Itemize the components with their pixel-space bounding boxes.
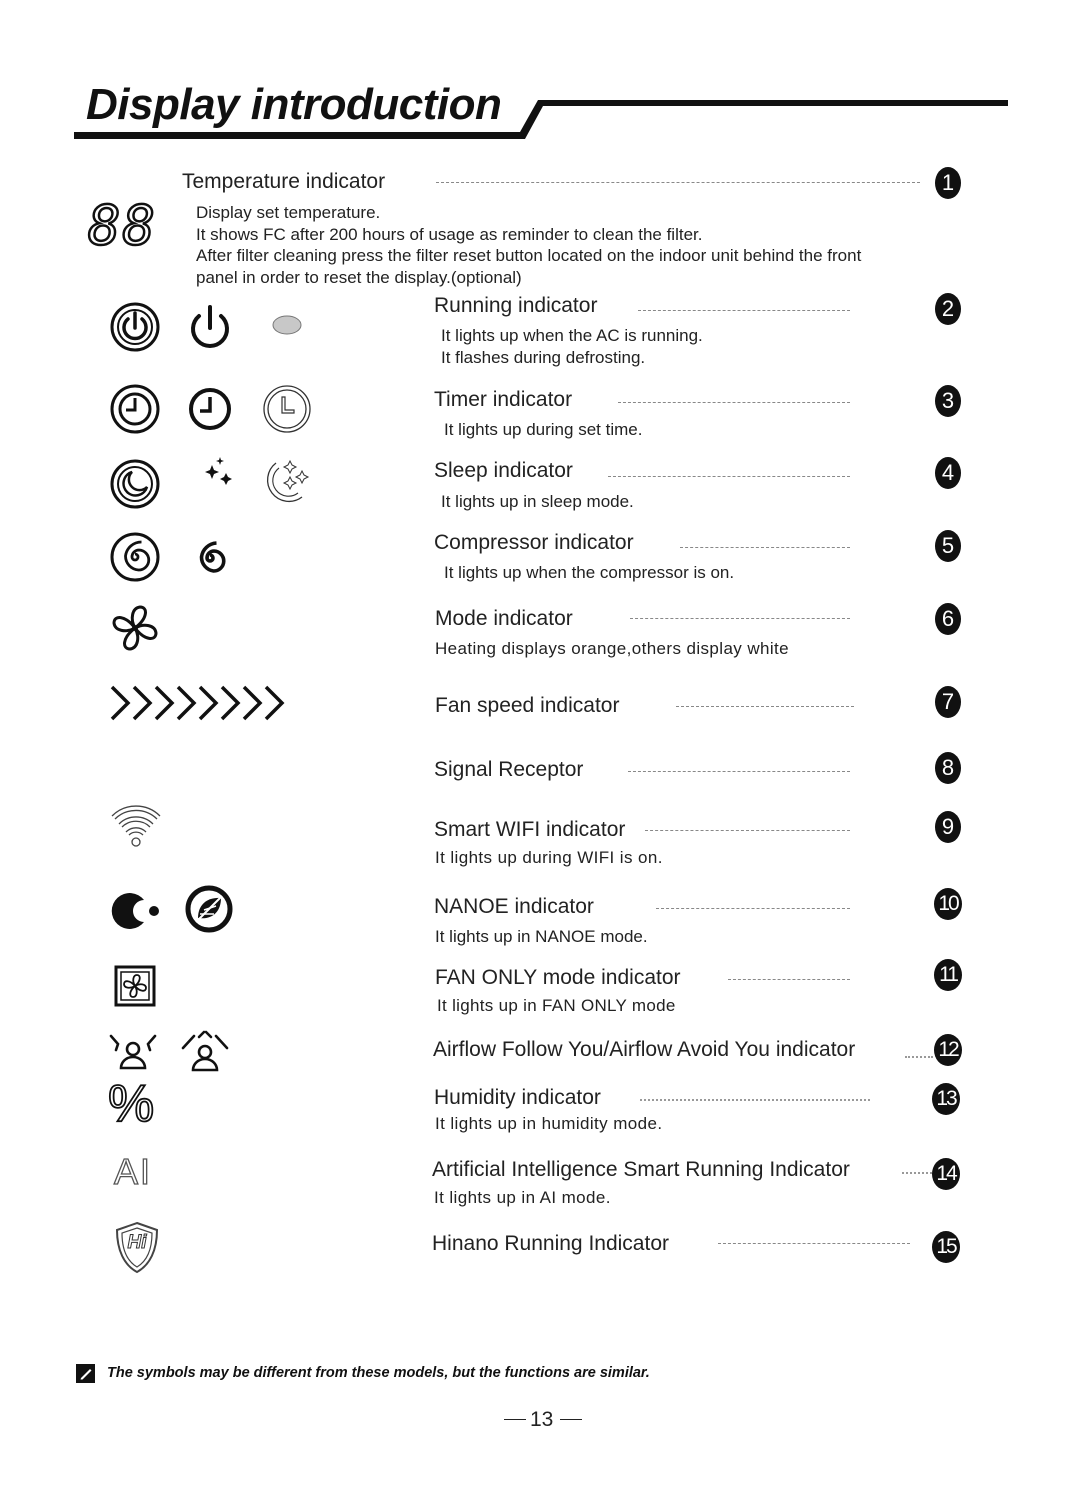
ai-indicator-label: Artificial Intelligence Smart Running Indicator: [432, 1158, 850, 1181]
leader-line: [638, 310, 850, 311]
leader-line: [676, 706, 854, 707]
leader-line: [436, 182, 920, 183]
fan-only-indicator-label: FAN ONLY mode indicator: [435, 966, 681, 989]
leader-line: [645, 830, 850, 831]
compressor-icon: [188, 536, 232, 580]
description-line: Display set temperature.: [196, 203, 381, 222]
description-line: It lights up during WIFI is on.: [435, 848, 663, 867]
description-line: It lights up when the AC is running.: [441, 326, 703, 345]
temperature-indicator-label: Temperature indicator: [182, 170, 386, 193]
smart-wifi-indicator-label: Smart WIFI indicator: [434, 818, 626, 841]
description-line: It lights up when the compressor is on.: [444, 563, 735, 582]
ai-icon: AI: [114, 1151, 153, 1192]
compressor-description: [444, 562, 734, 584]
timer-outline-icon: [262, 384, 312, 434]
clock-icon: [186, 385, 234, 433]
sleep-button-icon: [110, 459, 160, 509]
callout-number-4: 4: [935, 457, 961, 489]
timer-description: [444, 419, 642, 441]
nanoe-icon: [108, 888, 164, 932]
leader-line: [905, 1056, 933, 1058]
humidity-percent-icon: %: [108, 1075, 155, 1133]
wifi-icon: [108, 800, 164, 848]
sleep-description: [441, 491, 634, 513]
leader-line: [680, 547, 850, 548]
power-icon: [186, 302, 234, 350]
leader-line: [640, 1099, 870, 1101]
callout-number-14: 14: [932, 1158, 960, 1190]
airflow-follow-icon: [108, 1030, 158, 1072]
leader-line: [608, 476, 850, 477]
wifi-description: [435, 847, 663, 869]
callout-number-2: 2: [935, 293, 961, 325]
humidity-indicator-label: Humidity indicator: [434, 1086, 601, 1109]
leader-line: [718, 1243, 910, 1244]
hinano-text: Hi: [127, 1232, 147, 1253]
nanoe-leaf-icon: [184, 884, 234, 934]
leader-line: [618, 402, 850, 403]
moon-outline-icon: [262, 455, 314, 507]
description-line: Heating displays orange,others display white: [435, 639, 790, 658]
callout-number-5: 5: [935, 530, 961, 562]
moon-stars-icon: [184, 455, 240, 507]
ai-description: [434, 1187, 611, 1209]
leader-line: [902, 1172, 932, 1174]
callout-number-15: 15: [932, 1231, 960, 1263]
description-line: panel in order to reset the display.(optional): [196, 267, 522, 287]
compressor-button-icon: [110, 532, 160, 582]
description-line: It flashes during defrosting.: [441, 347, 646, 367]
callout-number-3: 3: [935, 385, 961, 417]
temperature-description: [196, 202, 861, 288]
fan-speed-indicator-label: Fan speed indicator: [435, 694, 620, 717]
callout-number-13: 13: [932, 1083, 960, 1115]
description-line: It shows FC after 200 hours of usage as reminder to clean the filter.: [196, 224, 703, 244]
timer-button-icon: [110, 384, 160, 434]
description-line: It lights up in NANOE mode.: [435, 927, 648, 946]
description-line: It lights up in humidity mode.: [435, 1114, 663, 1133]
description-line: It lights up in sleep mode.: [441, 492, 634, 511]
humidity-description: [435, 1113, 662, 1135]
fan-mode-icon: [110, 603, 160, 653]
footer-note: The symbols may be different from these models, but the functions are similar.: [107, 1365, 650, 1381]
leader-line: [628, 771, 850, 772]
callout-number-9: 9: [935, 811, 961, 843]
nanoe-indicator-label: NANOE indicator: [434, 895, 594, 918]
signal-receptor-label: Signal Receptor: [434, 758, 584, 781]
callout-number-10: 10: [934, 888, 962, 920]
page-number-dash-right: [560, 1419, 582, 1420]
sleep-indicator-label: Sleep indicator: [434, 459, 573, 482]
page-title: Display introduction: [86, 80, 502, 129]
fan-only-description: [437, 995, 676, 1017]
hinano-indicator-label: Hinano Running Indicator: [432, 1232, 669, 1255]
airflow-indicator-label: Airflow Follow You/Airflow Avoid You indicator: [433, 1038, 856, 1061]
callout-number-6: 6: [935, 603, 961, 635]
mode-indicator-label: Mode indicator: [435, 607, 573, 630]
segment-display-icon: 88: [88, 194, 158, 257]
callout-number-12: 12: [934, 1034, 962, 1066]
description-line: It lights up during set time.: [444, 420, 643, 439]
leader-line: [630, 618, 850, 619]
airflow-avoid-icon: [180, 1030, 230, 1072]
fan-only-icon: [114, 965, 156, 1007]
callout-number-11: 11: [934, 959, 962, 991]
page-number: 13: [530, 1408, 554, 1431]
indicator-light-icon: [272, 315, 304, 337]
compressor-indicator-label: Compressor indicator: [434, 531, 634, 554]
leader-line: [728, 979, 850, 980]
running-description: [441, 325, 703, 368]
description-line: It lights up in AI mode.: [434, 1188, 611, 1207]
title-underline: [0, 0, 1083, 150]
mode-description: [435, 638, 789, 660]
leader-line: [656, 908, 850, 909]
running-indicator-label: Running indicator: [434, 294, 598, 317]
description-line: It lights up in FAN ONLY mode: [437, 996, 676, 1015]
edit-note-icon: [76, 1364, 96, 1384]
callout-number-8: 8: [935, 752, 961, 784]
page-number-dash-left: [504, 1419, 526, 1420]
fan-speed-chevrons-icon: [108, 683, 290, 723]
callout-number-1: 1: [935, 167, 961, 199]
nanoe-description: [435, 926, 648, 948]
callout-number-7: 7: [935, 686, 961, 718]
power-button-icon: [110, 302, 160, 352]
timer-indicator-label: Timer indicator: [434, 388, 573, 411]
description-line: After filter cleaning press the filter reset button located on the indoor unit behind the front: [196, 246, 862, 266]
